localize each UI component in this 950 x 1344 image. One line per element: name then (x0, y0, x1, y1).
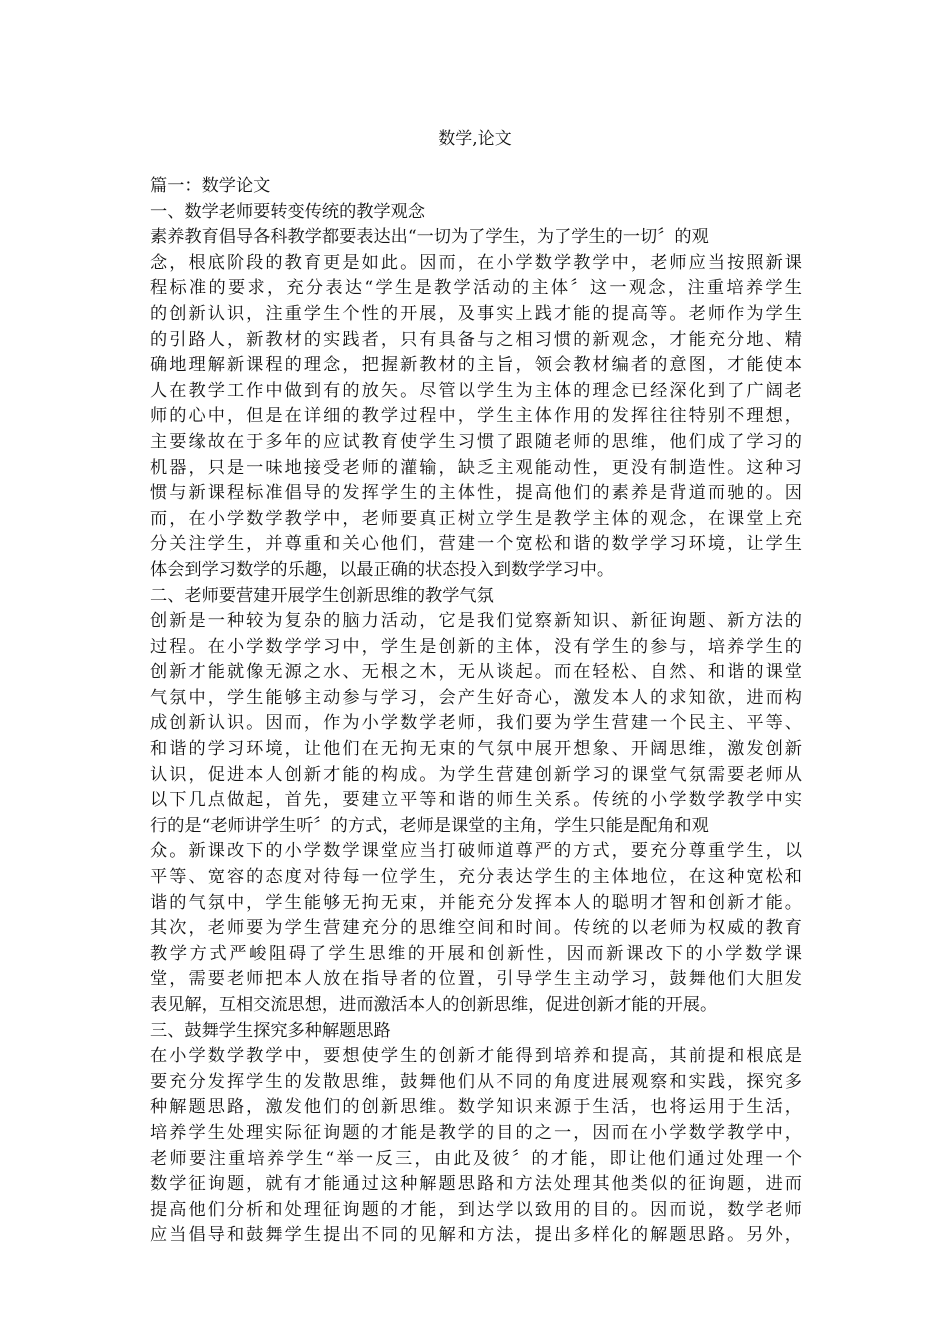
body-text-line: 其次，老师要为学生营建充分的思维空间和时间。传统的以老师为权威的教育 (150, 918, 802, 939)
body-text-line: 念，根底阶段的教育更是如此。因而，在小学数学教学中，老师应当按照新课 (150, 252, 802, 273)
body-text-line: 气氛中，学生能够主动参与学习，会产生好奇心，激发本人的求知欲，进而构 (150, 687, 802, 708)
body-text-line: 谐的气氛中，学生能够无拘无束，并能充分发挥本人的聪明才智和创新才能。 (150, 892, 802, 913)
body-text-line: 认识，促进本人创新才能的构成。为学生营建创新学习的课堂气氛需要老师从 (150, 764, 802, 785)
document-body (150, 174, 802, 1249)
section-heading: 三、鼓舞学生探究多种解题思路 (150, 1020, 391, 1041)
body-text-line: 和谐的学习环境，让他们在无拘无束的气氛中展开想象、开阔思维，激发创新 (150, 739, 802, 760)
section-heading: 篇一：数学论文 (150, 176, 271, 196)
body-text-line: 种解题思路，激发他们的创新思维。数学知识来源于生活，也将运用于生活， (150, 1097, 802, 1118)
body-text-line: 机器，只是一味地接受老师的灌输，缺乏主观能动性，更没有制造性。这种习 (150, 457, 802, 478)
body-text-line: 成创新认识。因而，作为小学数学老师，我们要为学生营建一个民主、平等、 (150, 713, 802, 734)
body-text-line: 的创新认识，注重学生个性的开展，及事实上践才能的提高等。老师作为学生 (150, 303, 802, 324)
body-text-line: 在小学数学教学中，要想使学生的创新才能得到培养和提高，其前提和根底是 (150, 1046, 802, 1067)
body-text-line: 而，在小学数学教学中，老师要真正树立学生是教学主体的观念，在课堂上充 (150, 508, 802, 529)
body-text-line: 老师要注重培养学生“举一反三，由此及彼〞的才能，即让他们通过处理一个 (150, 1148, 802, 1169)
body-text-line: 教学方式严峻阻碍了学生思维的开展和创新性，因而新课改下的小学数学课 (150, 943, 802, 964)
body-text-line: 众。新课改下的小学数学课堂应当打破师道尊严的方式，要充分尊重学生，以 (150, 841, 802, 862)
body-text-line: 创新是一种较为复杂的脑力活动，它是我们觉察新知识、新征询题、新方法的 (150, 611, 802, 632)
body-text-line: 堂，需要老师把本人放在指导者的位置，引导学生主动学习，鼓舞他们大胆发 (150, 969, 802, 990)
body-text-line: 主要缘故在于多年的应试教育使学生习惯了跟随老师的思维，他们成了学习的 (150, 431, 802, 452)
document-title: 数学,论文 (438, 129, 512, 149)
body-text-line: 以下几点做起，首先，要建立平等和谐的师生关系。传统的小学数学教学中实 (150, 790, 802, 811)
body-text-line: 平等、宽容的态度对待每一位学生，充分表达学生的主体地位，在这种宽松和 (150, 867, 802, 888)
body-text-line: 体会到学习数学的乐趣，以最正确的状态投入到数学学习中。 (150, 559, 615, 580)
body-text-line: 素养教育倡导各科教学都要表达出“一切为了学生，为了学生的一切〞的观 (150, 227, 709, 248)
section-heading: 一、数学老师要转变传统的教学观念 (150, 201, 426, 222)
body-text-line: 师的心中，但是在详细的教学过程中，学生主体作用的发挥往往特别不理想， (150, 406, 802, 427)
body-text-line: 应当倡导和鼓舞学生提出不同的见解和方法，提出多样化的解题思路。另外， (150, 1225, 802, 1246)
body-text-line: 创新才能就像无源之水、无根之木，无从谈起。而在轻松、自然、和谐的课堂 (150, 662, 802, 683)
body-text-line: 程标准的要求，充分表达“学生是教学活动的主体〞这一观念，注重培养学生 (150, 278, 802, 299)
body-text-line: 分关注学生，并尊重和关心他们，营建一个宽松和谐的数学学习环境，让学生 (150, 534, 802, 555)
section-heading: 二、老师要营建开展学生创新思维的教学气氛 (150, 585, 494, 606)
body-text-line: 表见解，互相交流思想，进而激活本人的创新思维，促进创新才能的开展。 (150, 995, 718, 1015)
body-text-line: 惯与新课程标准倡导的发挥学生的主体性，提高他们的素养是背道而驰的。因 (150, 483, 802, 504)
body-text-line: 人在教学工作中做到有的放矢。尽管以学生为主体的理念已经深化到了广阔老 (150, 380, 802, 401)
body-text-line: 数学征询题，就有才能通过这种解题思路和方法处理其他类似的征询题，进而 (150, 1174, 802, 1195)
body-text-line: 确地理解新课程的理念，把握新教材的主旨，领会教材编者的意图，才能使本 (150, 355, 802, 376)
body-text-line: 过程。在小学数学学习中，学生是创新的主体，没有学生的参与，培养学生的 (150, 636, 802, 657)
body-text-line: 要充分发挥学生的发散思维，鼓舞他们从不同的角度进展观察和实践，探究多 (150, 1071, 802, 1092)
body-text-line: 的引路人，新教材的实践者，只有具备与之相习惯的新观念，才能充分地、精 (150, 329, 802, 350)
body-text-line: 行的是“老师讲学生听〞的方式，老师是课堂的主角，学生只能是配角和观 (150, 815, 709, 836)
body-text-line: 提高他们分析和处理征询题的才能，到达学以致用的目的。因而说，数学老师 (150, 1199, 802, 1220)
body-text-line: 培养学生处理实际征询题的才能是教学的目的之一，因而在小学数学教学中， (150, 1122, 802, 1143)
